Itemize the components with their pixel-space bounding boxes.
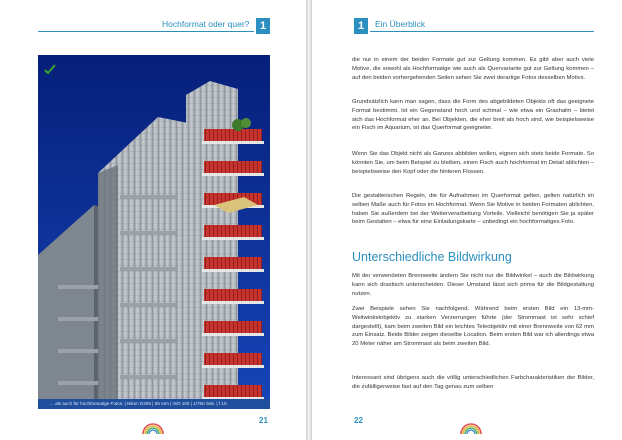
building-photo <box>38 55 270 409</box>
photo-caption: ... als auch für hochformatige Fotos. | Nikon D200 | 95 mm | ISO 100 | 1/750 Sek. | f 10 <box>38 399 270 409</box>
left-page <box>0 0 306 440</box>
left-chapter-number: 1 <box>256 18 270 34</box>
publisher-logo-icon <box>140 422 166 436</box>
left-header-rule <box>38 31 254 32</box>
paragraph: Wenn Sie das Objekt nicht als Ganzes abbilden wollen, eignen sich stets beide Formate. So könnten Sie, um beim Beispiel zu bleiben, einen Fisch auch hochformat im Detail ablichten – beispielsweise den Kopf oder die hinteren Flossen. <box>352 151 594 175</box>
right-header-title: Ein Überblick <box>375 19 426 29</box>
right-header-rule <box>370 31 594 32</box>
paragraph: Zwei Beispiele sehen Sie nachfolgend. Während beim ersten Bild ein 13-mm-Weitwinkelobjektiv zu starken Verzerrungen führte (der Strommast ist sehr schief dargestellt), kam beim zweiten Bild ein leichtes Teleobjektiv mit einer Brennweite von 62 mm zum Einsatz. Beide Bilder zeigen dieselbe Location. Beim ersten Bild war ich allerdings etwa 20 Meter näher am Strommast als beim zweiten Bild. <box>352 306 594 348</box>
left-page-number: 21 <box>259 416 268 425</box>
publisher-logo-icon <box>458 422 484 436</box>
paragraph: Grundsätzlich kann man sagen, dass die Form des abgebildeten Objekts oft das geeignete Format bestimmt. Ist ein Gegenstand hoch und schmal – wie etwa ein Grashalm – bietet sich das Hochformat eher an. Bei Objekten, die eher breit als hoch sind, wie beispielsweise ein Fisch im Aquarium, ist das Querformat geeigneter. <box>352 99 594 132</box>
checkmark-icon <box>44 63 56 75</box>
paragraph: Mit der verwendeten Brennweite ändern Sie nicht nur die Bildwinkel – auch die Bildwirkung kann sich drastisch unterscheiden. Dieser Umstand lässt sich prima für die Bildgestaltung nutzen. <box>352 273 594 297</box>
paragraph: Interessant sind übrigens auch die völlig unterschiedlichen Farbcharakteristiken der Bilder, die zufälligerweise fast auf den Tag genau zum selben <box>352 375 594 390</box>
paragraph: Die gestalterischen Regeln, die für Aufnahmen im Querformat gelten, gelten natürlich im selben Maße auch für Fotos im Hochformat. Wenn Sie Motive in beiden Formaten ablichten, haben Sie außerdem bei der Weiterverarbeitung Vorteile. Vielleicht benötigen Sie ja später beim Gestalten – etwa für eine Einladungskarte – unbedingt ein hochformatiges Foto. <box>352 193 594 226</box>
paragraph: die nur in einem der beiden Formate gut zur Geltung kommen. Es gibt aber auch viele Motive, die sowohl als Hochformatige wie auch als Quervariante gut zur Geltung kommen – auf den beiden vorhergehenden Seiten sehen Sie zwei derartige Fotos desselben Motivs. <box>352 57 594 81</box>
left-header-title: Hochformat oder quer? <box>162 19 250 29</box>
section-heading: Unterschiedliche Bildwirkung <box>352 250 512 264</box>
right-chapter-number: 1 <box>354 18 368 34</box>
right-page-number: 22 <box>354 416 363 425</box>
right-page <box>312 0 622 440</box>
